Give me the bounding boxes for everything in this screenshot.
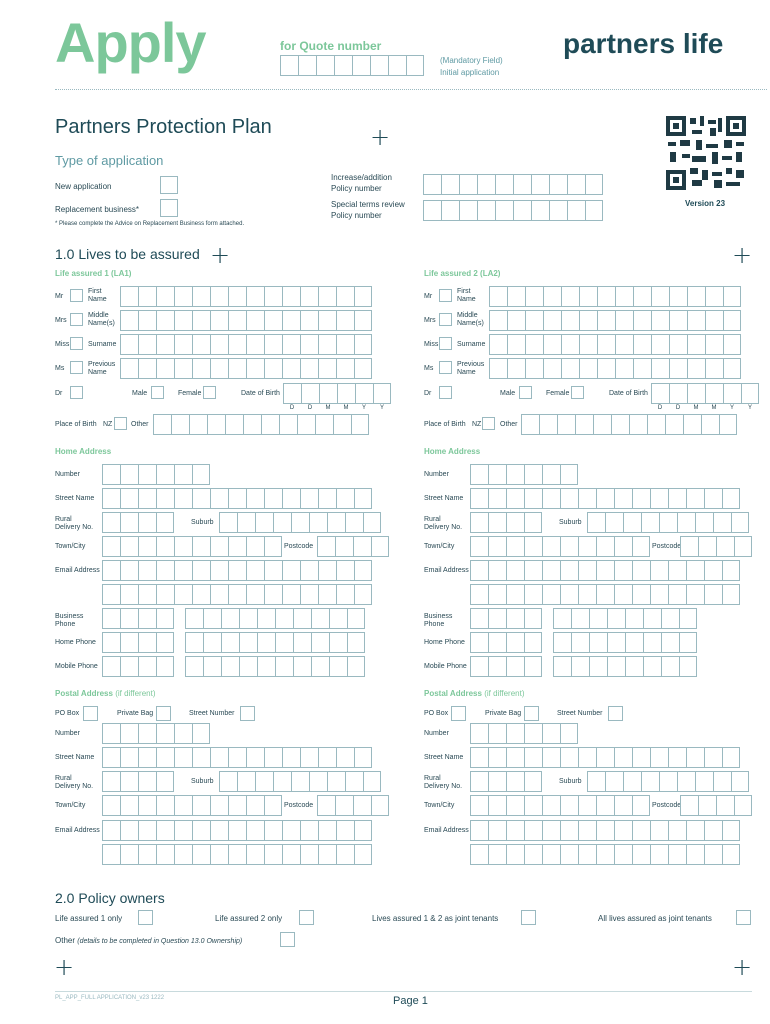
private-bag-label: Private Bag — [485, 710, 522, 717]
la2-mobile-area-field[interactable] — [470, 656, 542, 677]
la2-business-phone-field[interactable] — [553, 608, 697, 629]
plan-title: Partners Protection Plan — [55, 116, 272, 138]
number-label: Number — [424, 471, 449, 478]
la2-mr-checkbox[interactable] — [439, 289, 452, 302]
la2-title: Life assured 2 (LA2) — [424, 269, 501, 278]
middle-name-label: Middle — [457, 312, 478, 319]
la2-postal-email-field[interactable] — [470, 820, 740, 841]
increase-policy-field[interactable] — [423, 174, 603, 195]
owner-la1-checkbox[interactable] — [138, 910, 153, 925]
business-phone-label: Business — [55, 613, 84, 620]
rural-label: Rural — [424, 516, 441, 523]
email-label: Email Address — [424, 827, 469, 834]
la1-pob-field[interactable] — [153, 414, 369, 435]
owner-la1-label: Life assured 1 only — [55, 914, 123, 923]
la1-postal-email-field-2[interactable] — [102, 844, 372, 865]
la1-mobile-area-field[interactable] — [102, 656, 174, 677]
version-label: Version 23 — [685, 199, 726, 208]
la2-street-field[interactable] — [470, 488, 740, 509]
la1-postal-title: Postal Address (if different) — [55, 689, 156, 698]
owner-other-checkbox[interactable] — [280, 932, 295, 947]
la1-middle-name-field[interactable] — [120, 310, 372, 331]
la2-home-address-title: Home Address — [424, 447, 481, 456]
postcode-label: Postcode — [652, 802, 682, 809]
miss-label: Miss — [424, 341, 439, 348]
la1-postal-rural-field[interactable] — [102, 771, 174, 792]
rural-label-2: Delivery No. — [424, 783, 463, 790]
owner-joint-label: Lives assured 1 & 2 as joint tenants — [372, 914, 499, 923]
special-label: Special terms review — [331, 200, 405, 209]
la1-home-phone-field[interactable] — [185, 632, 365, 653]
header-divider — [55, 89, 767, 90]
dr-label: Dr — [424, 390, 432, 397]
number-label: Number — [424, 730, 449, 737]
miss-label: Miss — [55, 341, 70, 348]
rural-label: Rural — [55, 516, 72, 523]
policy-number-label-1: Policy number — [331, 184, 382, 193]
la1-female-checkbox[interactable] — [203, 386, 216, 399]
la1-ms-checkbox[interactable] — [70, 361, 83, 374]
postcode-label: Postcode — [284, 802, 314, 809]
business-phone-label-2: Phone — [55, 621, 76, 628]
nz-label: NZ — [103, 421, 113, 428]
la1-postal-postcode-field[interactable] — [317, 795, 389, 816]
la2-postal-street-field[interactable] — [470, 747, 740, 768]
street-label: Street Name — [424, 495, 464, 502]
nz-label: NZ — [472, 421, 482, 428]
la1-dr-checkbox[interactable] — [70, 386, 83, 399]
owner-la2-checkbox[interactable] — [299, 910, 314, 925]
la2-mobile-phone-field[interactable] — [553, 656, 697, 677]
postcode-label: Postcode — [652, 543, 682, 550]
page-number: Page 1 — [393, 995, 428, 1007]
pob-label: Place of Birth — [424, 421, 466, 428]
brand-logo: partners life — [563, 28, 724, 59]
email-label: Email Address — [55, 567, 100, 574]
home-phone-label: Home Phone — [424, 639, 465, 646]
rural-label: Rural — [55, 775, 72, 782]
la2-postal-number-field[interactable] — [470, 723, 578, 744]
number-label: Number — [55, 730, 80, 737]
la2-rural-field[interactable] — [470, 512, 542, 533]
la1-street-number-checkbox[interactable] — [240, 706, 255, 721]
suburb-label: Suburb — [559, 519, 582, 526]
mobile-label: Mobile Phone — [424, 663, 467, 670]
quote-label: for Quote number — [280, 39, 382, 53]
other-label: Other — [500, 421, 518, 428]
dob-label: Date of Birth — [241, 390, 280, 397]
la1-postal-email-field[interactable] — [102, 820, 372, 841]
quote-number-field[interactable] — [280, 55, 424, 76]
la2-pob-field[interactable] — [521, 414, 737, 435]
replacement-note: * Please complete the Advice on Replacement Business form attached. — [55, 221, 245, 227]
la1-mr-checkbox[interactable] — [70, 289, 83, 302]
la1-mrs-checkbox[interactable] — [70, 313, 83, 326]
la1-postal-number-field[interactable] — [102, 723, 210, 744]
la2-pobox-checkbox[interactable] — [451, 706, 466, 721]
la1-town-field[interactable] — [102, 536, 282, 557]
mr-label: Mr — [424, 293, 433, 300]
home-phone-label: Home Phone — [55, 639, 96, 646]
email-label: Email Address — [424, 567, 469, 574]
la2-previous-name-field[interactable] — [489, 358, 741, 379]
mrs-label: Mrs — [55, 317, 67, 324]
la2-business-area-field[interactable] — [470, 608, 542, 629]
la1-postal-town-field[interactable] — [102, 795, 282, 816]
la2-home-area-field[interactable] — [470, 632, 542, 653]
la2-email-field-2[interactable] — [470, 584, 740, 605]
owner-other-label: Other (details to be completed in Question 13.0 Ownership) — [55, 936, 243, 945]
la2-dr-checkbox[interactable] — [439, 386, 452, 399]
la1-title: Life assured 1 (LA1) — [55, 269, 132, 278]
middle-name-label-2: Name(s) — [457, 320, 484, 327]
female-label: Female — [546, 390, 570, 397]
la1-email-field[interactable] — [102, 560, 372, 581]
la2-postal-title: Postal Address (if different) — [424, 689, 525, 698]
street-number-label: Street Number — [189, 710, 235, 717]
town-label: Town/City — [424, 543, 455, 550]
footer-divider — [55, 991, 752, 992]
la1-mobile-phone-field[interactable] — [185, 656, 365, 677]
previous-name-label-2: Name — [88, 369, 107, 376]
la2-postal-email-field-2[interactable] — [470, 844, 740, 865]
female-label: Female — [178, 390, 202, 397]
la1-surname-field[interactable] — [120, 334, 372, 355]
la2-postcode-field[interactable] — [680, 536, 752, 557]
pobox-label: PO Box — [424, 710, 449, 717]
la2-home-phone-field[interactable] — [553, 632, 697, 653]
male-label: Male — [132, 390, 148, 397]
replacement-checkbox[interactable] — [160, 199, 178, 217]
first-name-label-2: Name — [88, 296, 107, 303]
la1-number-field[interactable] — [102, 464, 210, 485]
town-label: Town/City — [424, 802, 455, 809]
la1-street-field[interactable] — [102, 488, 372, 509]
type-title: Type of application — [55, 153, 164, 168]
la2-female-checkbox[interactable] — [571, 386, 584, 399]
la1-pobox-checkbox[interactable] — [83, 706, 98, 721]
la1-date-format: D D M M Y Y — [289, 405, 384, 411]
la2-postal-rural-field[interactable] — [470, 771, 542, 792]
la2-suburb-field[interactable] — [587, 512, 749, 533]
la2-postal-postcode-field[interactable] — [680, 795, 752, 816]
la2-middle-name-field[interactable] — [489, 310, 741, 331]
la2-miss-checkbox[interactable] — [439, 337, 452, 350]
la2-number-field[interactable] — [470, 464, 578, 485]
owner-la2-label: Life assured 2 only — [215, 914, 283, 923]
la1-home-area-field[interactable] — [102, 632, 174, 653]
street-label: Street Name — [55, 495, 95, 502]
la1-first-name-field[interactable] — [120, 286, 372, 307]
pob-label: Place of Birth — [55, 421, 97, 428]
first-name-label: First — [88, 288, 102, 295]
middle-name-label: Middle — [88, 312, 109, 319]
previous-name-label: Previous — [457, 361, 485, 368]
la1-postal-street-field[interactable] — [102, 747, 372, 768]
dr-label: Dr — [55, 390, 63, 397]
increase-label: Increase/addition — [331, 173, 392, 182]
policy-number-label-2: Policy number — [331, 211, 382, 220]
suburb-label: Suburb — [191, 778, 214, 785]
rural-label: Rural — [424, 775, 441, 782]
crosshair-icon: + — [210, 241, 231, 269]
suburb-label: Suburb — [559, 778, 582, 785]
la1-home-address-title: Home Address — [55, 447, 112, 456]
la1-business-phone-field[interactable] — [185, 608, 365, 629]
mobile-label: Mobile Phone — [55, 663, 98, 670]
la2-date-format: D D M M Y Y — [657, 405, 752, 411]
rural-label-2: Delivery No. — [55, 783, 94, 790]
male-label: Male — [500, 390, 516, 397]
town-label: Town/City — [55, 543, 86, 550]
la1-rural-field[interactable] — [102, 512, 174, 533]
owners-section-title: 2.0 Policy owners — [55, 890, 165, 906]
la2-postal-suburb-field[interactable] — [587, 771, 749, 792]
la2-dob-field[interactable] — [651, 383, 759, 404]
lives-section-title: 1.0 Lives to be assured — [55, 246, 200, 262]
postcode-label: Postcode — [284, 543, 314, 550]
mandatory-note: (Mandatory Field) — [440, 56, 503, 65]
crosshair-icon: + — [732, 241, 753, 269]
la1-male-checkbox[interactable] — [151, 386, 164, 399]
la1-nz-checkbox[interactable] — [114, 417, 127, 430]
email-label: Email Address — [55, 827, 100, 834]
la2-street-number-checkbox[interactable] — [608, 706, 623, 721]
la2-postal-town-field[interactable] — [470, 795, 650, 816]
la2-private-bag-checkbox[interactable] — [524, 706, 539, 721]
ms-label: Ms — [55, 365, 65, 372]
rural-label-2: Delivery No. — [55, 524, 94, 531]
surname-label: Surname — [88, 341, 117, 348]
la1-postal-suburb-field[interactable] — [219, 771, 381, 792]
la1-email-field-2[interactable] — [102, 584, 372, 605]
crosshair-icon: + — [370, 123, 391, 151]
la1-dob-field[interactable] — [283, 383, 391, 404]
qr-code-icon — [666, 116, 746, 190]
la2-nz-checkbox[interactable] — [482, 417, 495, 430]
previous-name-label-2: Name — [457, 369, 476, 376]
pobox-label: PO Box — [55, 710, 80, 717]
rural-label-2: Delivery No. — [424, 524, 463, 531]
private-bag-label: Private Bag — [117, 710, 154, 717]
la2-email-field[interactable] — [470, 560, 740, 581]
special-policy-field[interactable] — [423, 200, 603, 221]
new-app-checkbox[interactable] — [160, 176, 178, 194]
la1-miss-checkbox[interactable] — [70, 337, 83, 350]
mr-label: Mr — [55, 293, 64, 300]
la1-postcode-field[interactable] — [317, 536, 389, 557]
other-label: Other — [131, 421, 149, 428]
la2-town-field[interactable] — [470, 536, 650, 557]
ms-label: Ms — [424, 365, 434, 372]
owner-joint-checkbox[interactable] — [521, 910, 536, 925]
replacement-label: Replacement business* — [55, 205, 140, 214]
street-label: Street Name — [424, 754, 464, 761]
la2-ms-checkbox[interactable] — [439, 361, 452, 374]
first-name-label: First — [457, 288, 471, 295]
la1-previous-name-field[interactable] — [120, 358, 372, 379]
surname-label: Surname — [457, 341, 486, 348]
number-label: Number — [55, 471, 80, 478]
middle-name-label-2: Name(s) — [88, 320, 115, 327]
crosshair-icon: + — [732, 953, 753, 981]
dob-label: Date of Birth — [609, 390, 648, 397]
business-phone-label-2: Phone — [424, 621, 445, 628]
la1-private-bag-checkbox[interactable] — [156, 706, 171, 721]
la1-suburb-field[interactable] — [219, 512, 381, 533]
la2-surname-field[interactable] — [489, 334, 741, 355]
street-label: Street Name — [55, 754, 95, 761]
street-number-label: Street Number — [557, 710, 603, 717]
owner-all-checkbox[interactable] — [736, 910, 751, 925]
business-phone-label: Business — [424, 613, 453, 620]
town-label: Town/City — [55, 802, 86, 809]
la2-mrs-checkbox[interactable] — [439, 313, 452, 326]
apply-title: Apply — [55, 11, 206, 74]
owner-all-label: All lives assured as joint tenants — [598, 914, 712, 923]
footer-code: PL_APP_FULL APPLICATION_v23 1222 — [55, 995, 165, 1001]
new-app-label: New application — [55, 182, 112, 191]
mrs-label: Mrs — [424, 317, 436, 324]
previous-name-label: Previous — [88, 361, 116, 368]
la2-male-checkbox[interactable] — [519, 386, 532, 399]
suburb-label: Suburb — [191, 519, 214, 526]
first-name-label-2: Name — [457, 296, 476, 303]
la1-business-area-field[interactable] — [102, 608, 174, 629]
crosshair-icon: + — [54, 953, 75, 981]
la2-first-name-field[interactable] — [489, 286, 741, 307]
initial-note: Initial application — [440, 68, 500, 77]
